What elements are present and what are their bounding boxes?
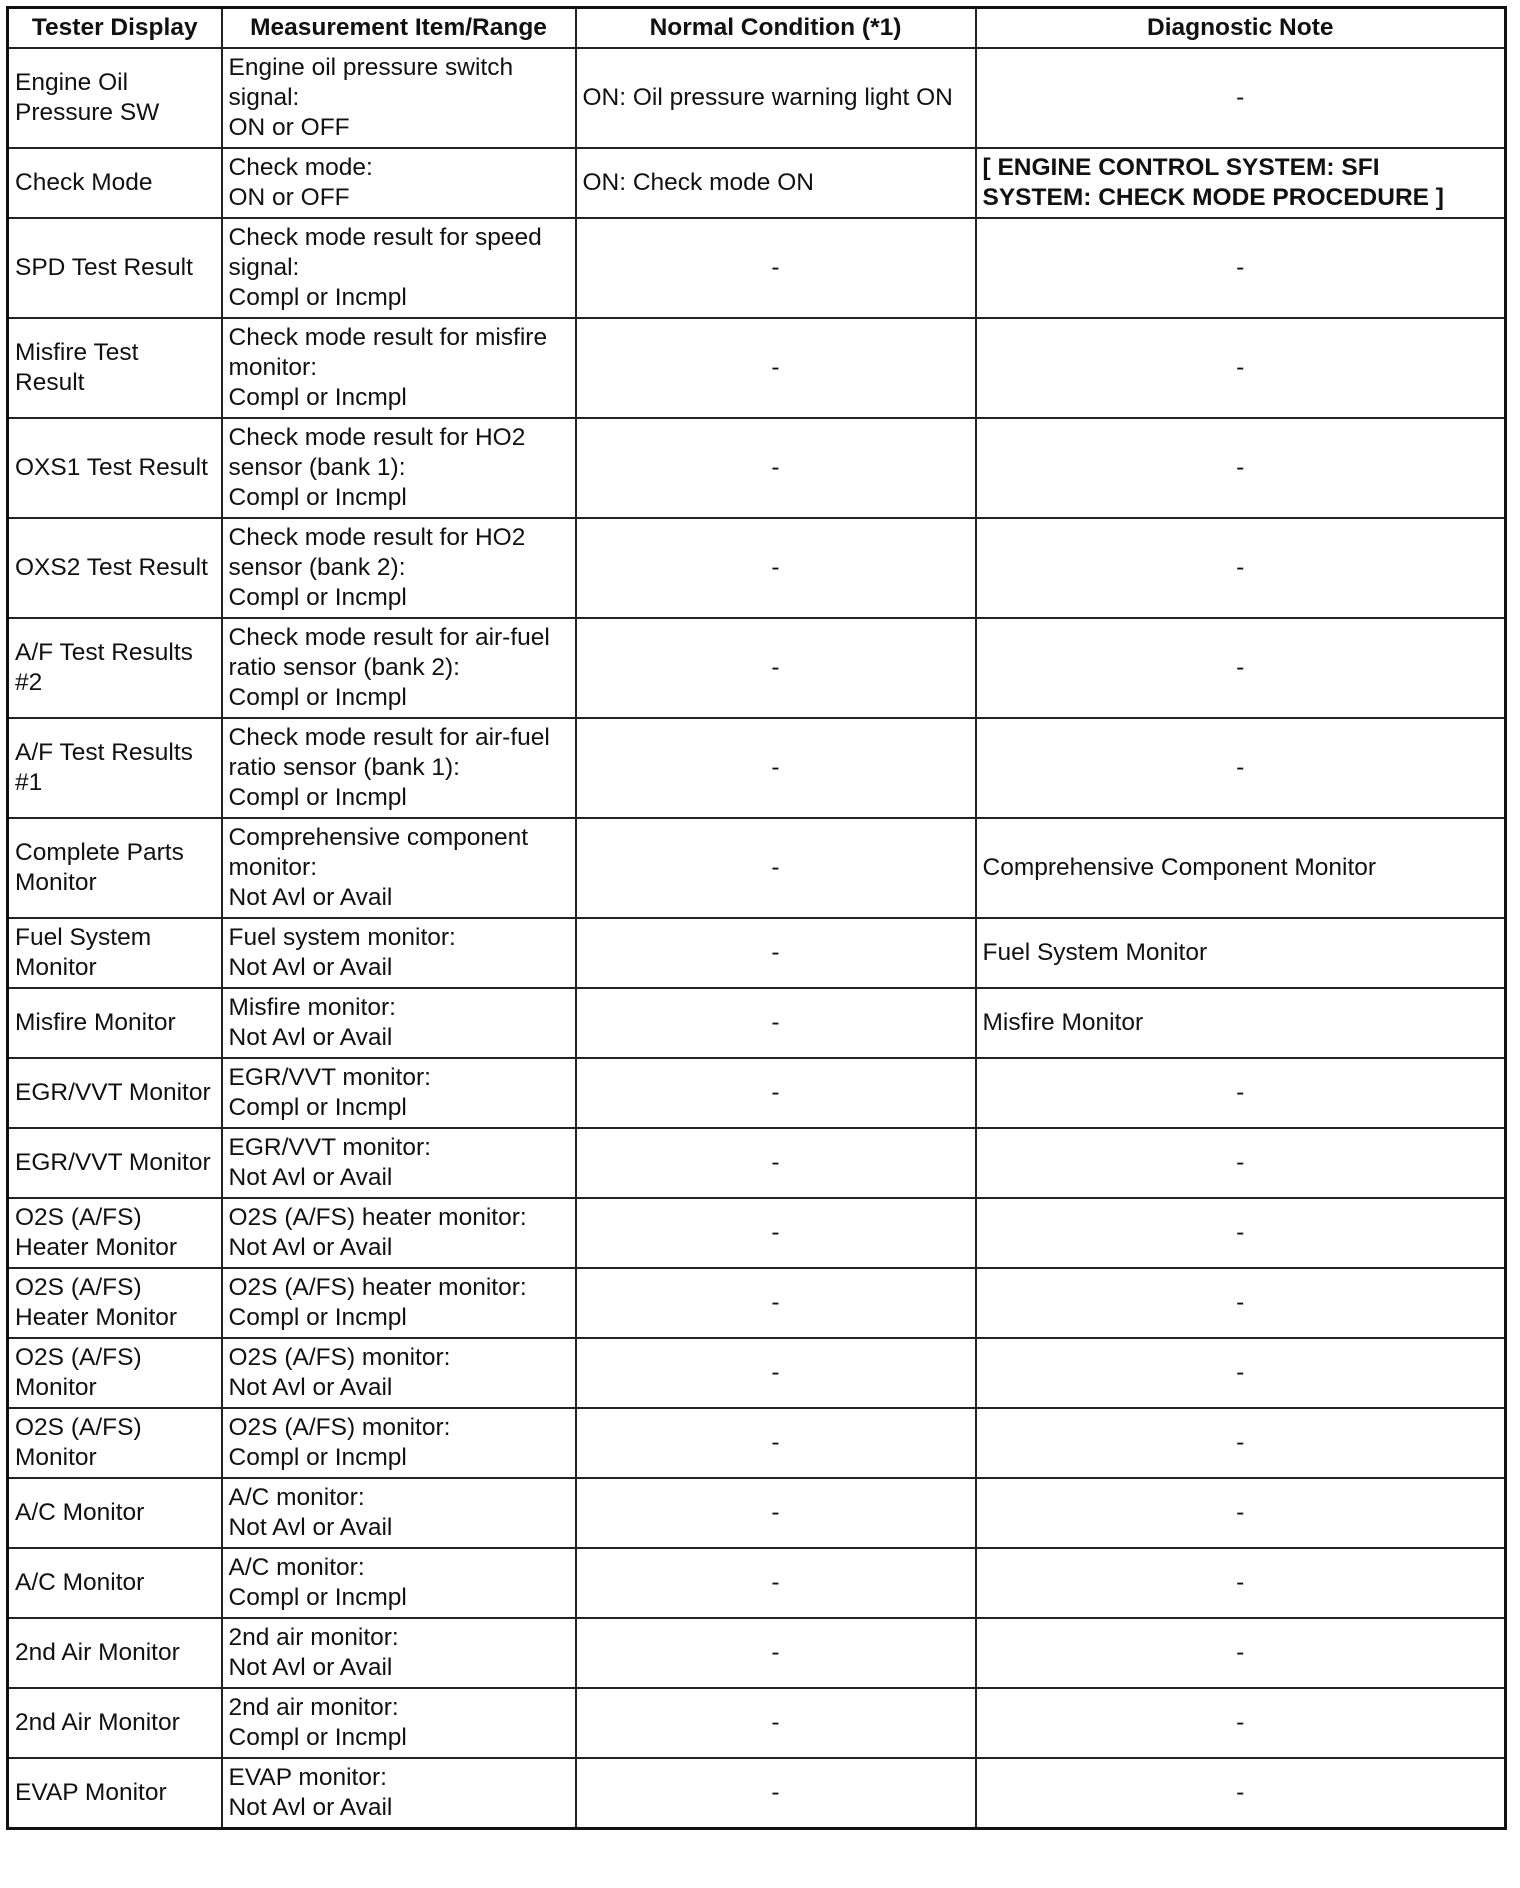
cell-diagnostic-note <box>976 1058 1506 1128</box>
table-row <box>8 418 1506 518</box>
cell-measurement-item <box>222 1128 576 1198</box>
measurement-item-line: Not Avl or Avail <box>228 1654 393 1681</box>
cell-tester-display <box>8 818 222 918</box>
table-row <box>8 1618 1506 1688</box>
tester-display-line: Check Mode <box>15 169 153 196</box>
cell-tester-display <box>8 918 222 988</box>
tester-display-line: A/F Test Results <box>15 739 193 766</box>
diagnostic-note-line: - <box>1236 554 1245 581</box>
tester-display-line: Fuel System <box>15 924 152 951</box>
measurement-item-line: 2nd air monitor: <box>228 1694 399 1721</box>
header-diagnostic-note: Diagnostic Note <box>976 8 1506 49</box>
cell-tester-display <box>8 318 222 418</box>
cell-normal-condition: - <box>576 318 976 418</box>
cell-measurement-item <box>222 1688 576 1758</box>
cell-diagnostic-note <box>976 718 1506 818</box>
cell-diagnostic-note <box>976 218 1506 318</box>
measurement-item-line: Not Avl or Avail <box>228 954 393 981</box>
measurement-item-line: EGR/VVT monitor: <box>228 1064 431 1091</box>
measurement-item-line: Fuel system monitor: <box>228 924 456 951</box>
diagnostic-note-line: [ ENGINE CONTROL SYSTEM: SFI <box>982 154 1380 181</box>
cell-diagnostic-note <box>976 418 1506 518</box>
measurement-item-line: Not Avl or Avail <box>228 1514 393 1541</box>
cell-measurement-item <box>222 1758 576 1829</box>
cell-diagnostic-note <box>976 1478 1506 1548</box>
cell-diagnostic-note <box>976 1618 1506 1688</box>
table-row <box>8 718 1506 818</box>
table-row <box>8 1198 1506 1268</box>
diagnostic-note-line: Misfire Monitor <box>982 1009 1144 1036</box>
cell-tester-display <box>8 1758 222 1829</box>
cell-measurement-item <box>222 918 576 988</box>
measurement-item-line: Misfire monitor: <box>228 994 396 1021</box>
cell-tester-display <box>8 618 222 718</box>
cell-normal-condition: - <box>576 1268 976 1338</box>
cell-diagnostic-note <box>976 1758 1506 1829</box>
table-row <box>8 1128 1506 1198</box>
cell-normal-condition: - <box>576 1688 976 1758</box>
cell-tester-display <box>8 148 222 218</box>
tester-display-line: Misfire Test <box>15 339 139 366</box>
tester-display-line: A/F Test Results <box>15 639 193 666</box>
measurement-item-line: Check mode result for HO2 <box>228 424 526 451</box>
table-row <box>8 1408 1506 1478</box>
measurement-item-line: Check mode result for HO2 <box>228 524 526 551</box>
cell-tester-display <box>8 1688 222 1758</box>
cell-diagnostic-note <box>976 1338 1506 1408</box>
tester-display-line: Monitor <box>15 1444 97 1471</box>
measurement-item-line: A/C monitor: <box>228 1484 365 1511</box>
table-row <box>8 1058 1506 1128</box>
diagnostic-note-line: - <box>1236 654 1245 681</box>
table-body <box>8 48 1506 1829</box>
measurement-item-line: Check mode result for air-fuel <box>228 624 550 651</box>
cell-diagnostic-note <box>976 1408 1506 1478</box>
cell-tester-display <box>8 1548 222 1618</box>
cell-tester-display <box>8 1338 222 1408</box>
tester-display-line: Pressure SW <box>15 99 160 126</box>
measurement-item-line: Compl or Incmpl <box>228 584 407 611</box>
cell-measurement-item <box>222 48 576 148</box>
cell-measurement-item <box>222 1548 576 1618</box>
cell-tester-display <box>8 1618 222 1688</box>
measurement-item-line: monitor: <box>228 854 318 881</box>
cell-measurement-item <box>222 1198 576 1268</box>
diagnostic-note-line: - <box>1236 1289 1245 1316</box>
table-row <box>8 618 1506 718</box>
header-normal-condition: Normal Condition (*1) <box>576 8 976 49</box>
table-row <box>8 918 1506 988</box>
measurement-item-line: Comprehensive component <box>228 824 529 851</box>
measurement-item-line: signal: <box>228 254 300 281</box>
diagnostic-note-line: - <box>1236 1569 1245 1596</box>
cell-normal-condition: - <box>576 718 976 818</box>
measurement-item-line: Compl or Incmpl <box>228 1724 407 1751</box>
cell-diagnostic-note <box>976 518 1506 618</box>
tester-display-line: A/C Monitor <box>15 1569 145 1596</box>
measurement-item-line: Compl or Incmpl <box>228 784 407 811</box>
cell-normal-condition: - <box>576 618 976 718</box>
cell-diagnostic-note <box>976 1128 1506 1198</box>
table-row <box>8 518 1506 618</box>
cell-measurement-item <box>222 1058 576 1128</box>
cell-normal-condition: - <box>576 1408 976 1478</box>
measurement-item-line: ratio sensor (bank 1): <box>228 754 460 781</box>
tester-display-line: Heater Monitor <box>15 1234 178 1261</box>
tester-display-table <box>6 6 1507 1830</box>
tester-display-line: Monitor <box>15 869 97 896</box>
cell-normal-condition: ON: Check mode ON <box>576 148 976 218</box>
header-tester-display: Tester Display <box>8 8 222 49</box>
diagnostic-note-line: SYSTEM: CHECK MODE PROCEDURE ] <box>982 184 1444 211</box>
cell-normal-condition: - <box>576 918 976 988</box>
tester-display-line: Heater Monitor <box>15 1304 178 1331</box>
cell-measurement-item <box>222 518 576 618</box>
measurement-item-line: O2S (A/FS) heater monitor: <box>228 1204 527 1231</box>
cell-tester-display <box>8 218 222 318</box>
cell-normal-condition: - <box>576 218 976 318</box>
measurement-item-line: Compl or Incmpl <box>228 1444 407 1471</box>
measurement-item-line: Engine oil pressure switch <box>228 54 514 81</box>
cell-normal-condition: - <box>576 1198 976 1268</box>
cell-normal-condition: - <box>576 518 976 618</box>
diagnostic-note-line: - <box>1236 1219 1245 1246</box>
measurement-item-line: Check mode result for air-fuel <box>228 724 550 751</box>
cell-tester-display <box>8 48 222 148</box>
cell-diagnostic-note <box>976 918 1506 988</box>
cell-tester-display <box>8 1408 222 1478</box>
diagnostic-note-line: Comprehensive Component Monitor <box>982 854 1377 881</box>
diagnostic-note-line: - <box>1236 254 1245 281</box>
cell-tester-display <box>8 418 222 518</box>
table-row <box>8 988 1506 1058</box>
measurement-item-line: Not Avl or Avail <box>228 1164 393 1191</box>
cell-measurement-item <box>222 148 576 218</box>
measurement-item-line: Compl or Incmpl <box>228 1584 407 1611</box>
measurement-item-line: Check mode result for misfire <box>228 324 548 351</box>
tester-display-line: SPD Test Result <box>15 254 193 281</box>
diagnostic-note-line: - <box>1236 84 1245 111</box>
measurement-item-line: Not Avl or Avail <box>228 1794 393 1821</box>
cell-normal-condition: - <box>576 1478 976 1548</box>
measurement-item-line: EGR/VVT monitor: <box>228 1134 431 1161</box>
tester-display-line: O2S (A/FS) <box>15 1274 142 1301</box>
diagnostic-note-line: - <box>1236 454 1245 481</box>
table-row <box>8 48 1506 148</box>
table-row <box>8 1268 1506 1338</box>
measurement-item-line: Not Avl or Avail <box>228 884 393 911</box>
cell-tester-display <box>8 518 222 618</box>
cell-diagnostic-note <box>976 1268 1506 1338</box>
diagnostic-note-line: - <box>1236 1779 1245 1806</box>
cell-measurement-item <box>222 718 576 818</box>
diagnostic-note-line: - <box>1236 354 1245 381</box>
cell-tester-display <box>8 1198 222 1268</box>
measurement-item-line: A/C monitor: <box>228 1554 365 1581</box>
cell-tester-display <box>8 988 222 1058</box>
measurement-item-line: Not Avl or Avail <box>228 1374 393 1401</box>
cell-normal-condition: - <box>576 818 976 918</box>
tester-display-line: EGR/VVT Monitor <box>15 1079 211 1106</box>
diagnostic-note-line: - <box>1236 1709 1245 1736</box>
measurement-item-line: signal: <box>228 84 300 111</box>
table-row <box>8 818 1506 918</box>
cell-tester-display <box>8 1268 222 1338</box>
tester-display-line: Result <box>15 369 85 396</box>
tester-display-line: O2S (A/FS) <box>15 1414 142 1441</box>
table-row <box>8 1478 1506 1548</box>
table-row <box>8 1338 1506 1408</box>
tester-display-line: EGR/VVT Monitor <box>15 1149 211 1176</box>
cell-normal-condition: - <box>576 1058 976 1128</box>
diagnostic-note-line: - <box>1236 1359 1245 1386</box>
measurement-item-line: Compl or Incmpl <box>228 284 407 311</box>
tester-display-line: OXS1 Test Result <box>15 454 208 481</box>
table-row <box>8 1548 1506 1618</box>
measurement-item-line: ratio sensor (bank 2): <box>228 654 460 681</box>
cell-normal-condition: - <box>576 988 976 1058</box>
tester-display-line: #2 <box>15 669 43 696</box>
diagnostic-note-line: - <box>1236 1499 1245 1526</box>
tester-display-line: Misfire Monitor <box>15 1009 176 1036</box>
tester-display-line: Engine Oil <box>15 69 129 96</box>
cell-tester-display <box>8 718 222 818</box>
measurement-item-line: Compl or Incmpl <box>228 484 407 511</box>
cell-normal-condition: - <box>576 1758 976 1829</box>
cell-measurement-item <box>222 1268 576 1338</box>
measurement-item-line: Not Avl or Avail <box>228 1234 393 1261</box>
cell-normal-condition: - <box>576 418 976 518</box>
measurement-item-line: Not Avl or Avail <box>228 1024 393 1051</box>
diagnostic-note-line: Fuel System Monitor <box>982 939 1208 966</box>
cell-tester-display <box>8 1128 222 1198</box>
measurement-item-line: sensor (bank 2): <box>228 554 406 581</box>
cell-measurement-item <box>222 1338 576 1408</box>
cell-diagnostic-note <box>976 618 1506 718</box>
cell-diagnostic-note <box>976 48 1506 148</box>
cell-normal-condition: ON: Oil pressure warning light ON <box>576 48 976 148</box>
table-row <box>8 148 1506 218</box>
tester-display-line: O2S (A/FS) <box>15 1344 142 1371</box>
measurement-item-line: Compl or Incmpl <box>228 384 407 411</box>
diagnostic-note-line: - <box>1236 1429 1245 1456</box>
header-row <box>8 8 1506 49</box>
cell-measurement-item <box>222 218 576 318</box>
tester-display-line: 2nd Air Monitor <box>15 1709 180 1736</box>
tester-display-line: A/C Monitor <box>15 1499 145 1526</box>
cell-diagnostic-note <box>976 818 1506 918</box>
measurement-item-line: Check mode result for speed <box>228 224 542 251</box>
cell-measurement-item <box>222 1618 576 1688</box>
tester-display-line: O2S (A/FS) <box>15 1204 142 1231</box>
cell-tester-display <box>8 1058 222 1128</box>
measurement-item-line: 2nd air monitor: <box>228 1624 399 1651</box>
cell-diagnostic-note <box>976 988 1506 1058</box>
cell-measurement-item <box>222 818 576 918</box>
tester-display-line: OXS2 Test Result <box>15 554 208 581</box>
measurement-item-line: ON or OFF <box>228 114 350 141</box>
table-row <box>8 218 1506 318</box>
tester-display-line: Monitor <box>15 1374 97 1401</box>
table-row <box>8 1688 1506 1758</box>
measurement-item-line: Compl or Incmpl <box>228 684 407 711</box>
table-row <box>8 318 1506 418</box>
tester-display-line: EVAP Monitor <box>15 1779 167 1806</box>
diagnostic-note-line: - <box>1236 754 1245 781</box>
cell-diagnostic-note <box>976 1548 1506 1618</box>
measurement-item-line: O2S (A/FS) heater monitor: <box>228 1274 527 1301</box>
measurement-item-line: sensor (bank 1): <box>228 454 406 481</box>
cell-measurement-item <box>222 1478 576 1548</box>
cell-measurement-item <box>222 618 576 718</box>
cell-measurement-item <box>222 1408 576 1478</box>
cell-measurement-item <box>222 418 576 518</box>
cell-measurement-item <box>222 988 576 1058</box>
cell-normal-condition: - <box>576 1548 976 1618</box>
table-row <box>8 1758 1506 1829</box>
tester-display-line: Monitor <box>15 954 97 981</box>
cell-normal-condition: - <box>576 1618 976 1688</box>
cell-tester-display <box>8 1478 222 1548</box>
cell-diagnostic-note <box>976 1198 1506 1268</box>
diagnostic-note-line: - <box>1236 1639 1245 1666</box>
cell-diagnostic-note <box>976 318 1506 418</box>
cell-normal-condition: - <box>576 1338 976 1408</box>
measurement-item-line: monitor: <box>228 354 318 381</box>
tester-display-line: Complete Parts <box>15 839 184 866</box>
tester-display-line: 2nd Air Monitor <box>15 1639 180 1666</box>
diagnostic-note-line: - <box>1236 1149 1245 1176</box>
measurement-item-line: O2S (A/FS) monitor: <box>228 1344 451 1371</box>
diagnostic-note-line: - <box>1236 1079 1245 1106</box>
cell-diagnostic-note <box>976 1688 1506 1758</box>
measurement-item-line: ON or OFF <box>228 184 350 211</box>
cell-measurement-item <box>222 318 576 418</box>
cell-normal-condition: - <box>576 1128 976 1198</box>
cell-diagnostic-note <box>976 148 1506 218</box>
measurement-item-line: Check mode: <box>228 154 373 181</box>
measurement-item-line: Compl or Incmpl <box>228 1304 407 1331</box>
tester-display-line: #1 <box>15 769 43 796</box>
measurement-item-line: Compl or Incmpl <box>228 1094 407 1121</box>
header-measurement-item: Measurement Item/Range <box>222 8 576 49</box>
measurement-item-line: O2S (A/FS) monitor: <box>228 1414 451 1441</box>
measurement-item-line: EVAP monitor: <box>228 1764 387 1791</box>
